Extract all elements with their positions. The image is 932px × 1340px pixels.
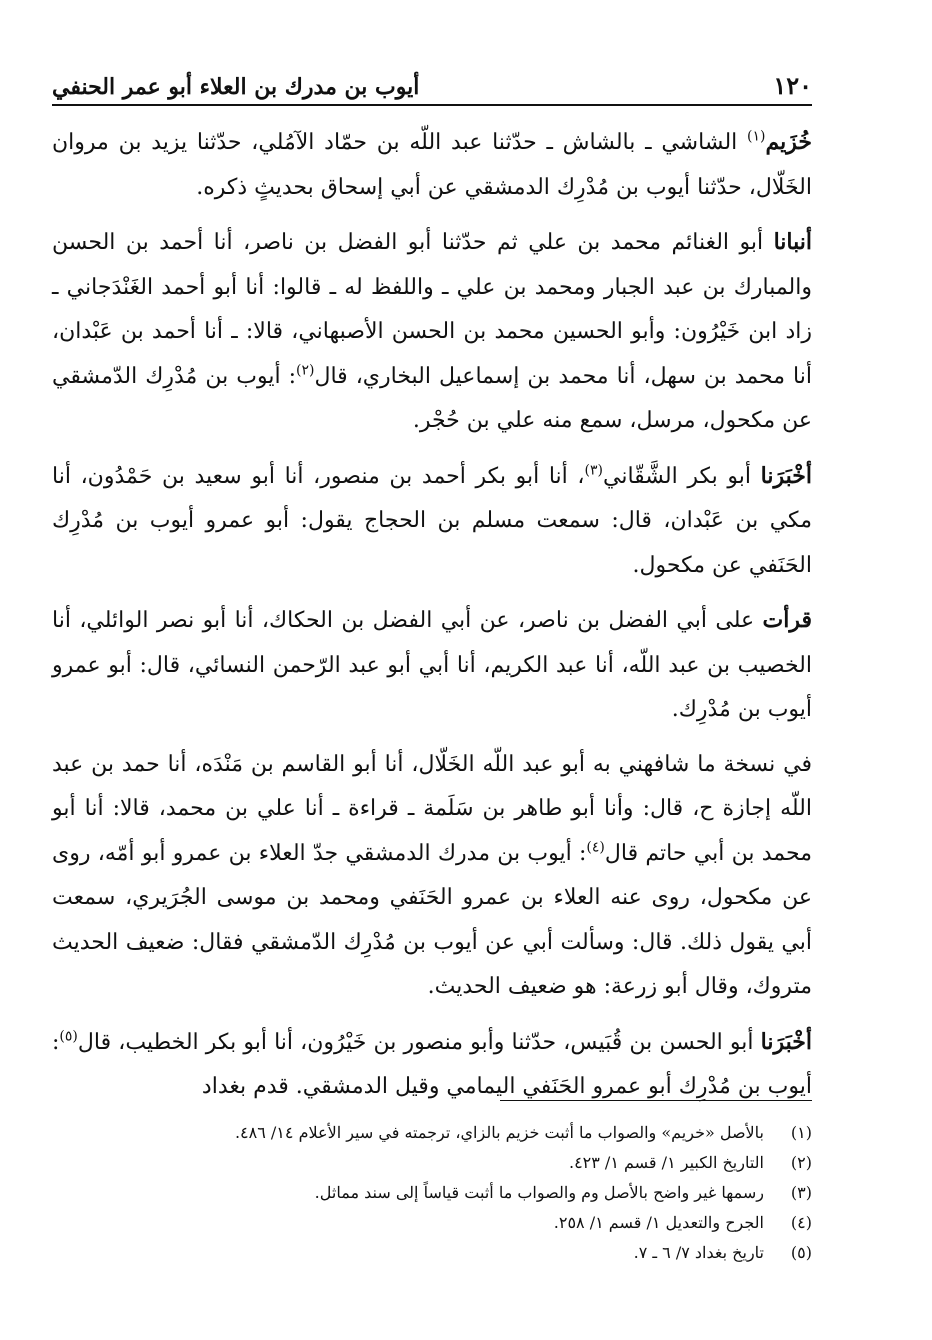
footnote-text: الجرح والتعديل ١/ قسم ١/ ٢٥٨.	[553, 1213, 764, 1232]
footnotes	[52, 1118, 812, 1268]
footnote-text: رسمها غير واضح بالأصل وم والصواب ما أثبت قياساً إلى سند مماثل.	[314, 1183, 764, 1202]
paragraph-5-text-continued: : أيوب بن مدرك الدمشقي جدّ العلاء بن عمرو أبو أمّه، روى عن مكحول، روى عنه العلاء بن عمرو الحَنَفي ومحمد بن موسى الجُرَيري، سمعت أبي يقول ذلك. قال: وسألت أبي عن أيوب بن مُدْرِك الدّمشقي فقال: ضعيف الحديث متروك، وقال أبو زرعة: هو ضعيف الحديث.	[52, 840, 812, 999]
paragraph-4-lead: قرأت	[762, 607, 812, 633]
footnote-item	[52, 1178, 812, 1208]
footnote-ref-5: (٥)	[59, 1028, 78, 1045]
footnote-number: (٥)	[790, 1243, 812, 1262]
paragraph-1-text: الشاشي ـ بالشاش ـ حدّثنا عبد اللّه بن حمّاد الآمُلي، حدّثنا يزيد بن مروان الخَلّال، حدّثنا أيوب بن مُدْرِك الدمشقي عن أبي إسحاق بحديثٍ ذكره.	[52, 130, 812, 200]
page-header	[52, 66, 812, 106]
footnote-divider	[500, 1100, 812, 1101]
paragraph-2-text-continued: : أيوب بن مُدْرِك الدّمشقي عن مكحول، مرسل، سمع منه علي بن حُجْر.	[52, 363, 812, 433]
footnote-item	[52, 1148, 812, 1178]
paragraph-6-lead: أخْبَرَنا	[760, 1028, 812, 1055]
paragraph-2-text: أبو الغنائم محمد بن علي ثم حدّثنا أبو الفضل بن ناصر، أنا أحمد بن الحسن والمبارك بن عبد الجبار ومحمد بن علي ـ واللفظ له ـ قالوا: أنا أبو أحمد الغَنْدَجاني ـ زاد ابن خَيْرُون: وأبو الحسين محمد بن الحسن الأصبهاني، قالا: ـ أنا أحمد بن عَبْدان، أنا محمد بن سهل، أنا محمد بن إسماعيل البخاري، قال	[52, 230, 812, 389]
footnote-number: (٢)	[790, 1153, 812, 1172]
footnote-item	[52, 1238, 812, 1268]
paragraph-6-text: أبو الحسن بن قُبَيس، حدّثنا وأبو منصور بن خَيْرُون، أنا أبو بكر الخطيب، قال	[77, 1029, 761, 1055]
page-number: ١٢٠	[773, 71, 812, 100]
paragraph-5-text: في نسخة ما شافهني به أبو عبد اللّه الخَلّال، أنا أبو القاسم بن مَنْدَه، أنا حمد بن عبد اللّه إجازة ح، قال: وأنا أبو طاهر بن سَلَمة ـ قراءة ـ أنا علي بن محمد، قالا: أنا أبو محمد بن أبي حاتم قال	[52, 751, 812, 866]
paragraph-1-lead: خُزَيم	[765, 129, 812, 155]
paragraph-6-text-continued: : أيوب بن مُدْرِك أبو عمرو الحَنَفي اليمامي وقيل الدمشقي. قدم بغداد	[52, 1029, 812, 1099]
main-text	[52, 120, 812, 1120]
paragraph-4	[52, 598, 812, 733]
paragraph-1	[52, 120, 812, 210]
footnote-ref-1: (١)	[747, 128, 766, 145]
paragraph-5	[52, 743, 812, 1010]
paragraph-3-lead: أخْبَرَنا	[760, 462, 812, 489]
paragraph-6	[52, 1020, 812, 1110]
paragraph-3-text-continued: ، أنا أبو بكر أحمد بن منصور، أنا أبو سعيد بن حَمْدُون، أنا مكي بن عَبْدان، قال: سمعت مسلم بن الحجاج يقول: أبو عمرو أيوب بن مُدْرِك الحَنَفي عن مكحول.	[52, 463, 812, 578]
paragraph-2-lead: أنبانا	[773, 229, 812, 255]
footnote-item	[52, 1208, 812, 1238]
paragraph-3-text: أبو بكر الشَّقّاني	[602, 463, 761, 489]
footnote-text: التاريخ الكبير ١/ قسم ١/ ٤٢٣.	[568, 1153, 764, 1172]
paragraph-4-text: على أبي الفضل بن ناصر، عن أبي الفضل بن الحكاك، أنا أبو نصر الوائلي، أنا الخصيب بن عبد اللّه، أنا عبد الكريم، أنا أبي أبو عبد الرّحمن النسائي، قال: أبو عمرو أيوب بن مُدْرِك.	[52, 608, 812, 722]
footnote-ref-3: (٣)	[584, 462, 603, 479]
footnote-text: بالأصل «خريم» والصواب ما أثبت خزيم بالزاي، ترجمته في سير الأعلام ١٤/ ٤٨٦.	[234, 1123, 764, 1142]
footnote-ref-2: (٢)	[296, 362, 315, 379]
footnote-number: (٣)	[790, 1183, 812, 1202]
footnote-item	[52, 1118, 812, 1148]
footnote-number: (١)	[790, 1123, 812, 1142]
paragraph-3	[52, 454, 812, 589]
footnote-text: تاريخ بغداد ٧/ ٦ ـ ٧.	[633, 1243, 764, 1262]
footnote-number: (٤)	[790, 1213, 812, 1232]
footnote-ref-4: (٤)	[586, 839, 605, 856]
paragraph-2	[52, 220, 812, 444]
running-title: أيوب بن مدرك بن العلاء أبو عمر الحنفي	[52, 74, 420, 100]
